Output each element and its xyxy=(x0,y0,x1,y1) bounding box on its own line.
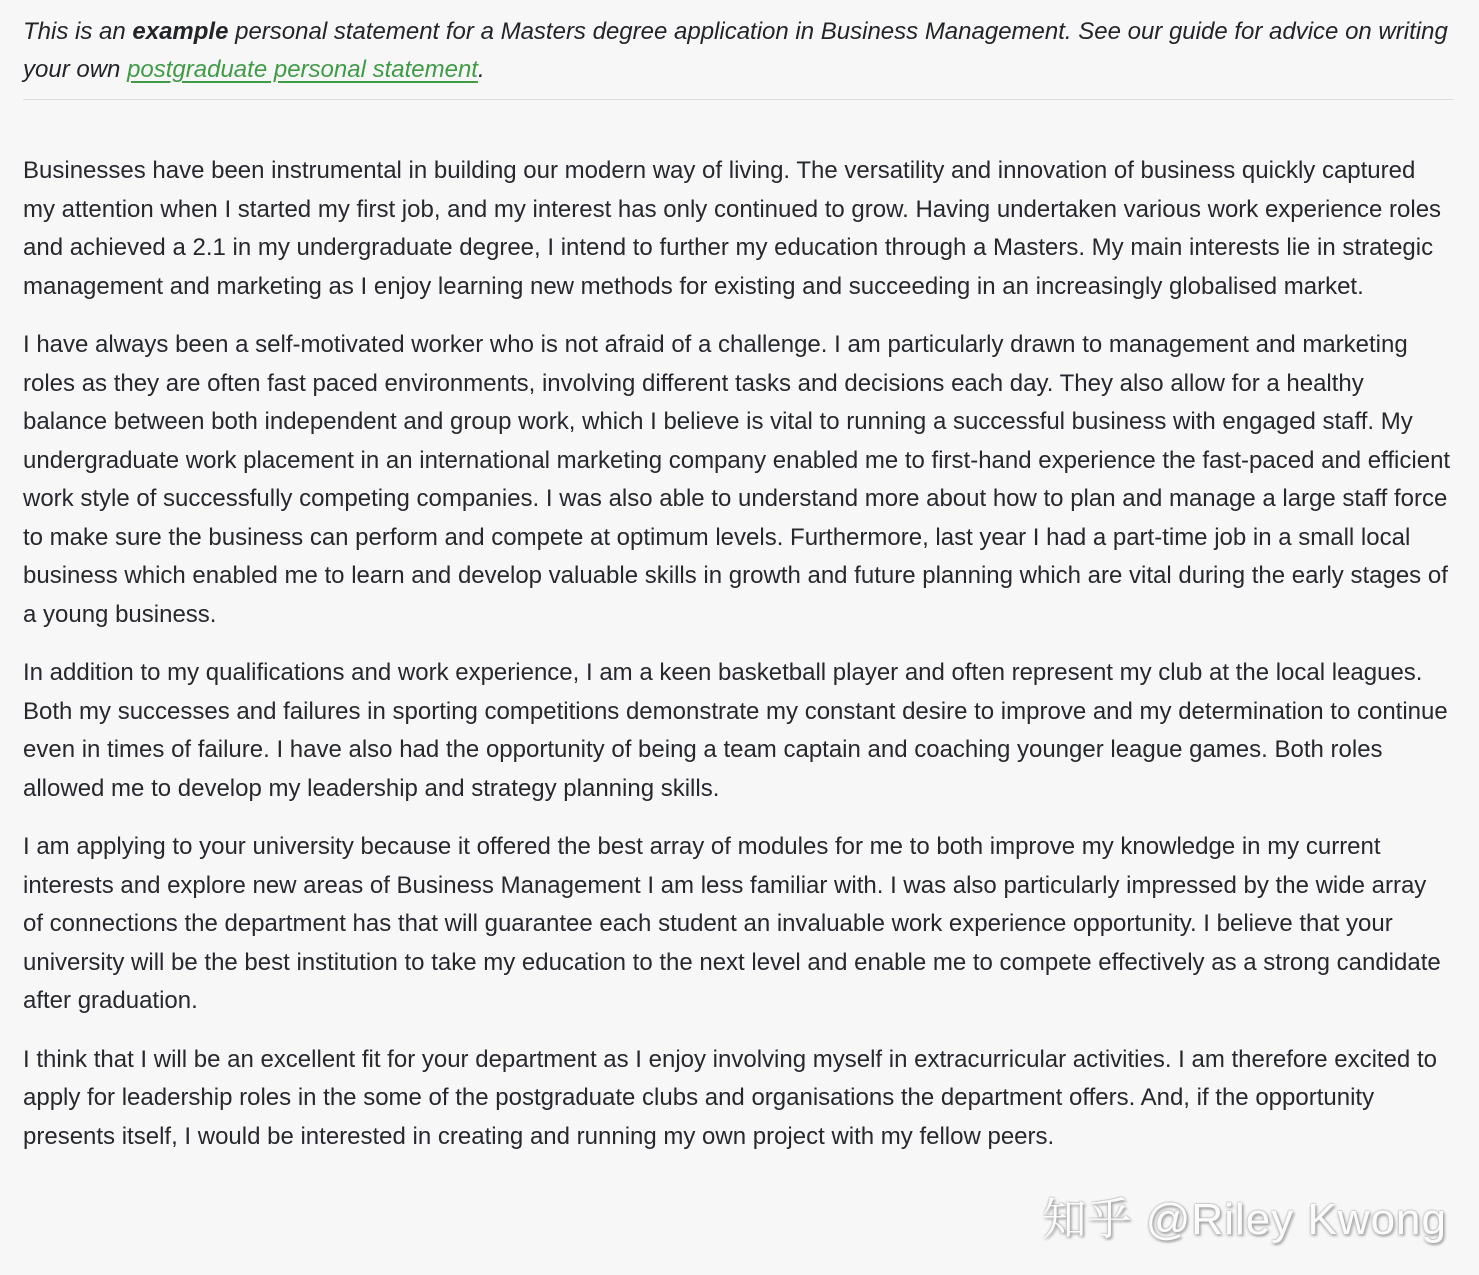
statement-paragraph-4: I am applying to your university because it offered the best array of modules for me to both improve my knowledge in my current interests and explore new areas of Business Management I am less familiar with. I was also particularly impressed by the wide array of connections the department has that will guarantee each student an invaluable work experience opportunity. I believe that your university will be the best institution to take my education to the next level and enable me to compete effectively as a strong candidate after graduation. xyxy=(23,833,1441,1014)
statement-paragraph-5: I think that I will be an excellent fit for your department as I enjoy involving myself in extracurricular activities. I am therefore excited to apply for leadership roles in the some of the postgraduate clubs and organisations the department offers. And, if the opportunity presents itself, I would be interested in creating and running my own project with my fellow peers. xyxy=(23,1045,1437,1150)
statement-paragraph-3: In addition to my qualifications and work experience, I am a keen basketball player and often represent my club at the local leagues. Both my successes and failures in sporting competitions demonstrate my constant desire to improve and my determination to continue even in times of failure. I have also had the opportunity of being a team captain and coaching younger league games. Both roles allowed me to develop my leadership and strategy planning skills. xyxy=(23,659,1448,802)
intro-note xyxy=(23,13,1453,89)
intro-text-middle: personal statement for a Masters degree application in Business Management. See our guide for advice on writing your own xyxy=(23,18,1448,83)
divider xyxy=(23,99,1453,100)
statement-paragraph-2: I have always been a self-motivated worker who is not afraid of a challenge. I am particularly drawn to management and marketing roles as they are often fast paced environments, involving different tasks and decisions each day. They also allow for a healthy balance between both independent and group work, which I believe is vital to running a successful business with engaged staff. My undergraduate work placement in an international marketing company enabled me to first-hand experience the fast-paced and efficient work style of successfully competing companies. I was also able to understand more about how to plan and manage a large staff force to make sure the business can perform and compete at optimum levels. Furthermore, last year I had a part-time job in a small local business which enabled me to learn and develop valuable skills in growth and future planning which are vital during the early stages of a young business. xyxy=(23,331,1451,628)
intro-text-prefix: This is an xyxy=(23,18,133,45)
intro-text-bold: example xyxy=(132,18,229,45)
intro-text-suffix: . xyxy=(477,56,485,83)
postgraduate-personal-statement-link[interactable]: postgraduate personal statement xyxy=(127,56,478,83)
personal-statement-body xyxy=(23,152,1453,1156)
zhihu-watermark: 知乎 @Riley Kwong xyxy=(1042,1195,1447,1244)
statement-paragraph-1: Businesses have been instrumental in building our modern way of living. The versatility and innovation of business quickly captured my attention when I started my first job, and my interest has only continued to grow. Having undertaken various work experience roles and achieved a 2.1 in my undergraduate degree, I intend to further my education through a Masters. My main interests lie in strategic management and marketing as I enjoy learning new methods for existing and succeeding in an increasingly globalised market. xyxy=(23,157,1442,300)
